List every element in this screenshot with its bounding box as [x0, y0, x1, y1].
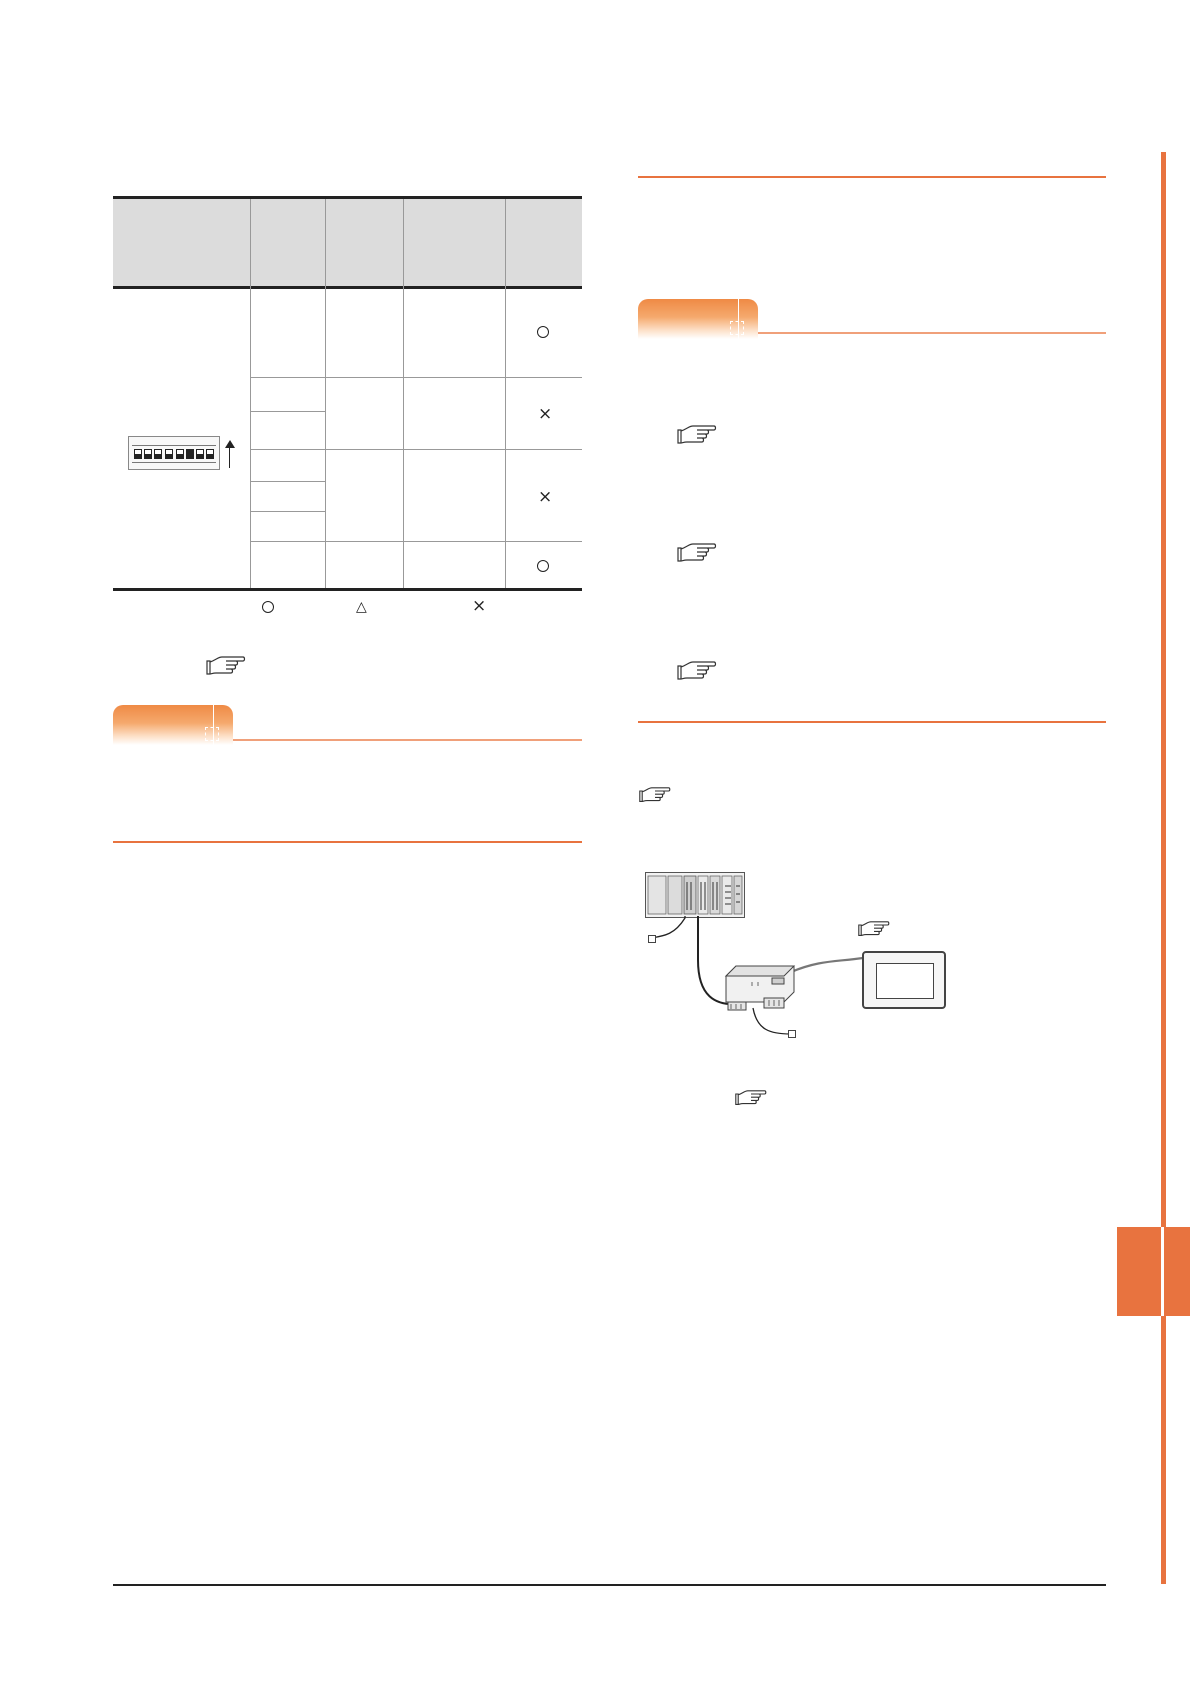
- table-row-line: [250, 511, 325, 512]
- legend-x: ×: [472, 596, 487, 616]
- note-tab-icon: [638, 299, 758, 339]
- chapter-index-tab: [1117, 1227, 1190, 1316]
- table-row-line: [250, 481, 325, 482]
- table-col-line: [250, 199, 251, 588]
- footer-rule: [113, 1584, 1106, 1586]
- chapter-index-tab-notch: [1161, 1227, 1164, 1316]
- table-mark-x: ×: [538, 487, 553, 507]
- pointing-hand-icon[interactable]: [677, 424, 717, 446]
- table-header: [113, 199, 582, 286]
- table-row-line: [250, 541, 582, 542]
- pointing-hand-icon[interactable]: [858, 920, 890, 938]
- note-rule: [758, 332, 1106, 334]
- pointing-hand-icon[interactable]: [677, 660, 717, 682]
- section-rule: [638, 721, 1106, 723]
- table-header-rule: [113, 286, 582, 289]
- section-rule: [113, 841, 582, 843]
- pointing-hand-icon[interactable]: [677, 542, 717, 564]
- table-row-line: [250, 377, 582, 378]
- pointing-hand-icon[interactable]: [206, 655, 246, 677]
- terminal-box: [648, 935, 656, 943]
- pointing-hand-icon[interactable]: [735, 1089, 767, 1107]
- table-row-line: [250, 449, 582, 450]
- operator-panel-illustration: [862, 951, 946, 1009]
- converter-unit-illustration: [722, 962, 798, 1012]
- legend-triangle: △: [356, 599, 367, 615]
- dip-switch-illustration: [128, 436, 220, 470]
- section-rule: [638, 176, 1106, 178]
- table-mark-circle: [537, 560, 549, 572]
- legend-circle: [262, 601, 274, 613]
- table-mark-circle: [537, 326, 549, 338]
- table-col-line: [403, 199, 404, 588]
- note-tab-icon: [113, 705, 233, 745]
- note-rule: [233, 739, 582, 741]
- table-col-line: [325, 199, 326, 588]
- table-col-line: [505, 199, 506, 588]
- terminal-box: [788, 1030, 796, 1038]
- pointing-hand-icon[interactable]: [639, 786, 671, 804]
- chapter-edge-line: [1161, 152, 1166, 1584]
- table-mark-x: ×: [538, 404, 553, 424]
- arrow-up-icon: [225, 440, 235, 448]
- arrow-up-shaft: [229, 446, 230, 468]
- panel-screen: [876, 963, 934, 999]
- table-row-line: [250, 411, 325, 412]
- table-bottom-rule: [113, 588, 582, 591]
